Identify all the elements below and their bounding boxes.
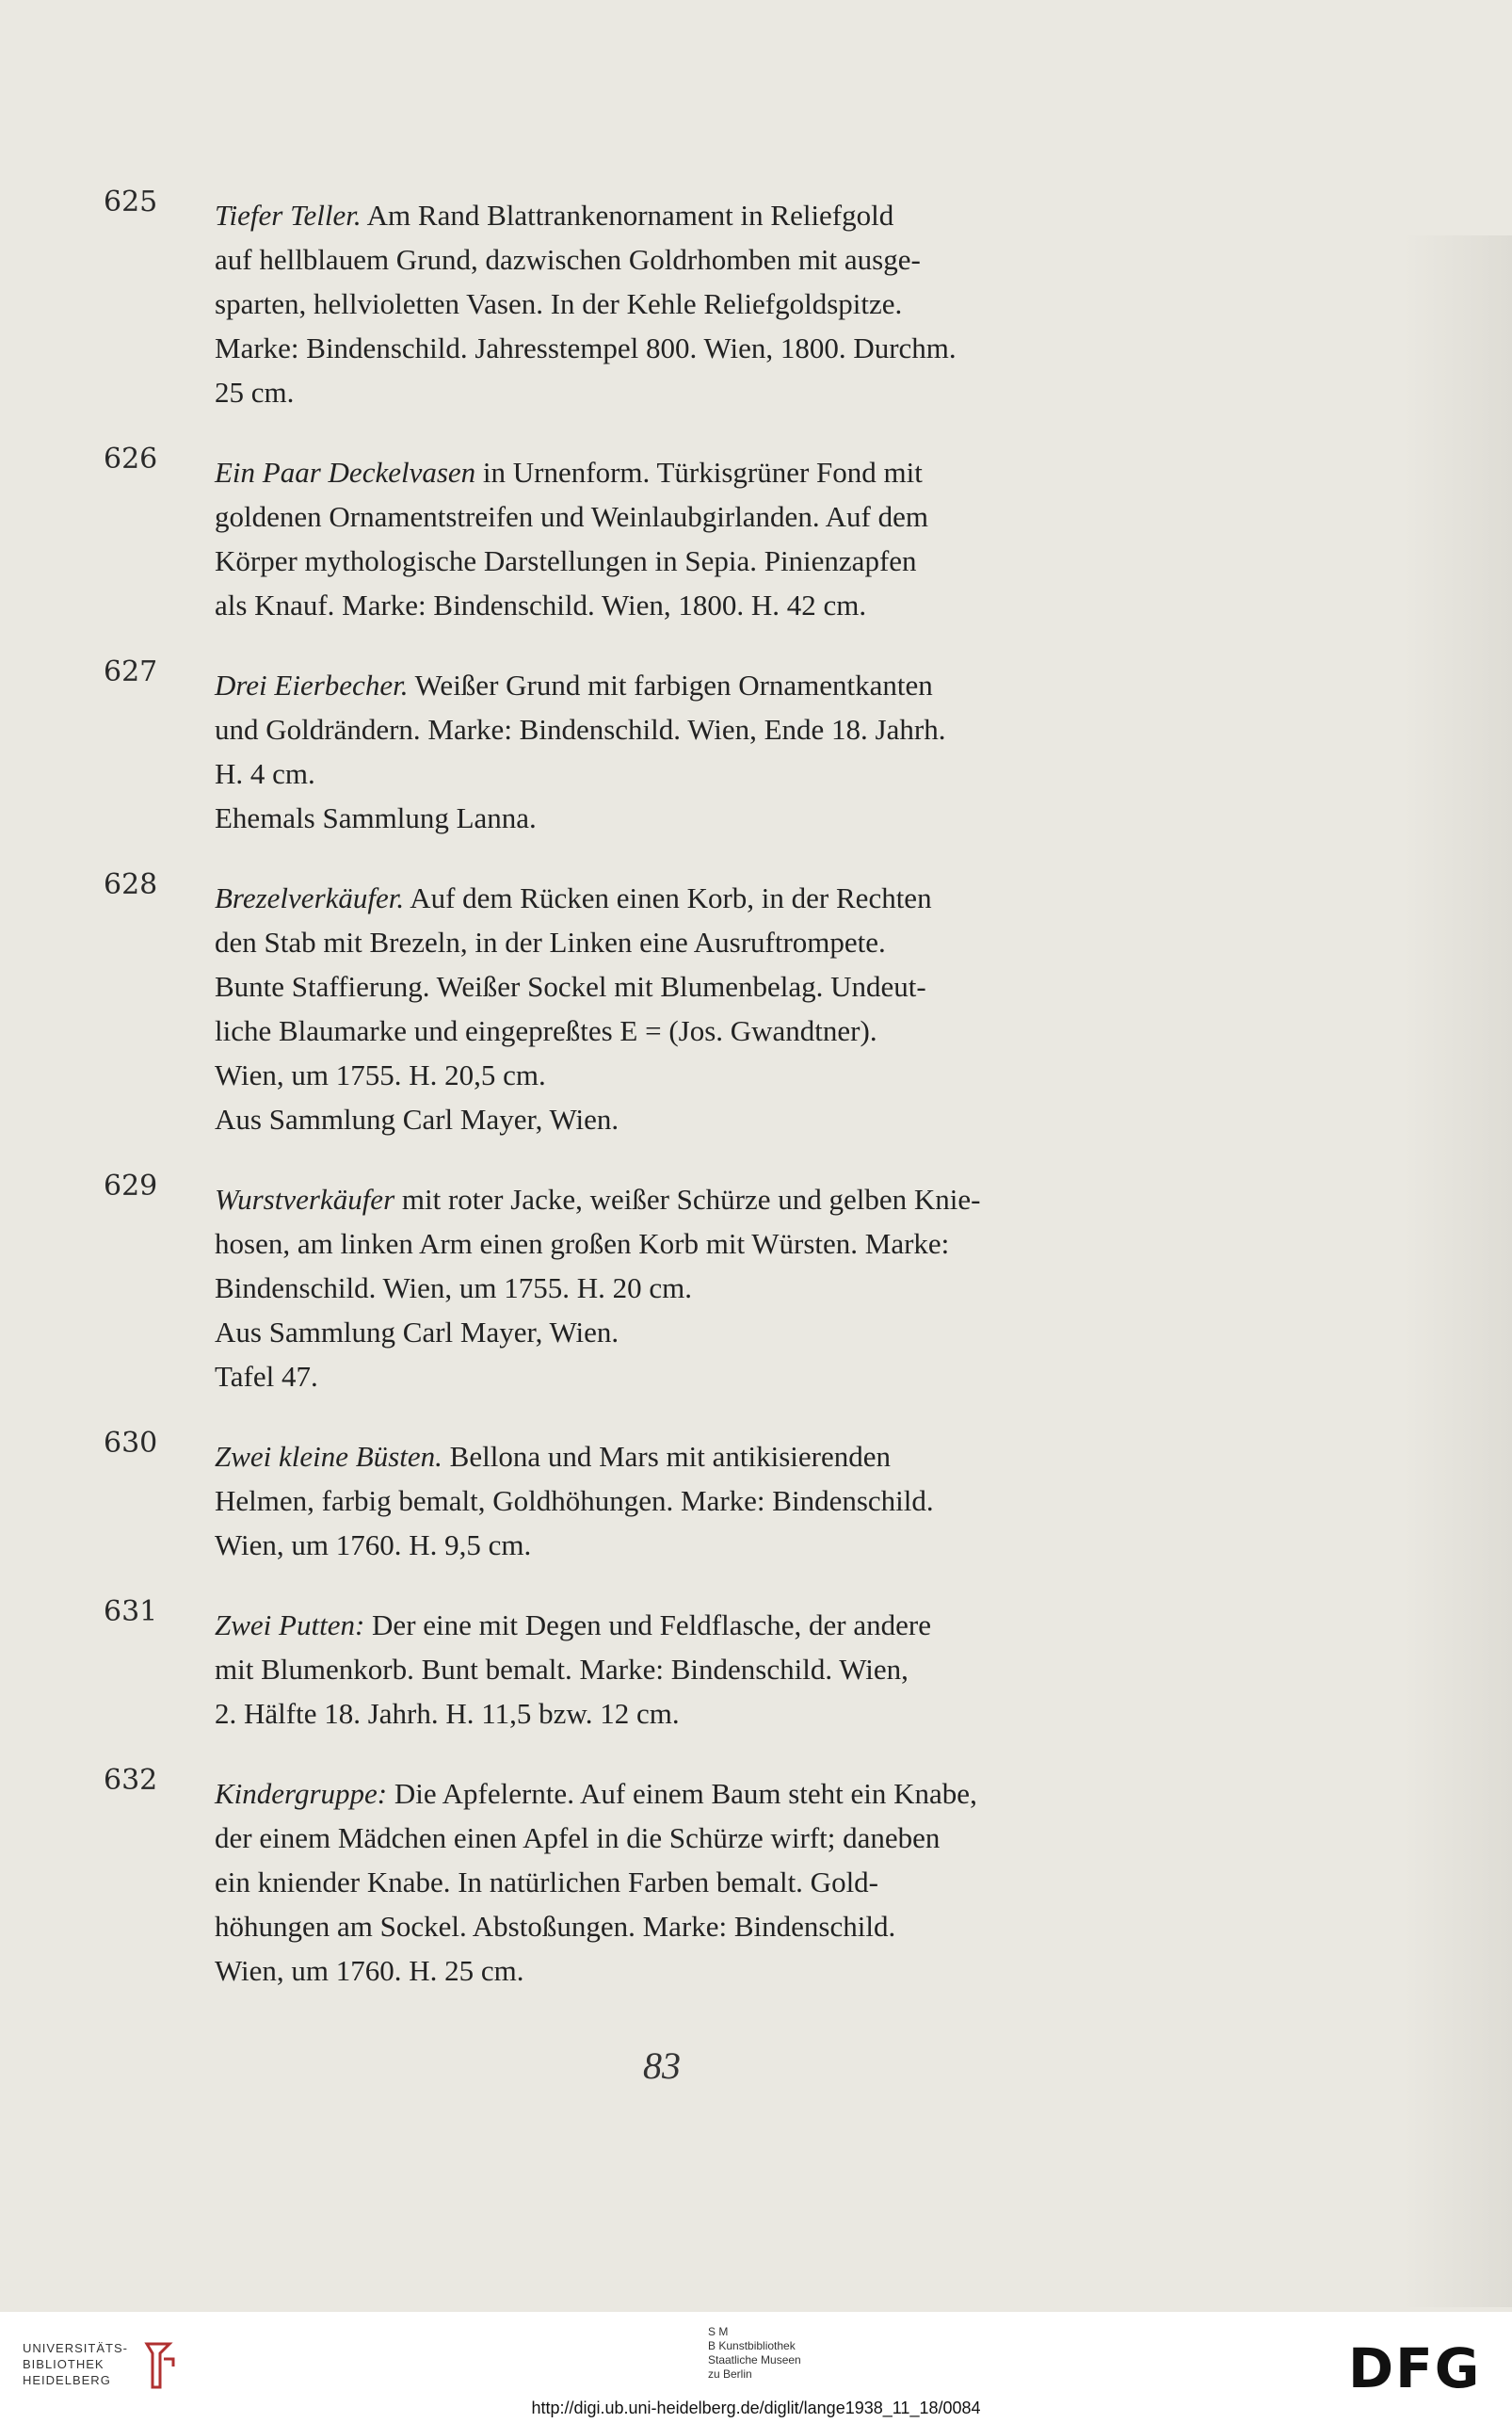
entry-text: Kindergruppe: Die Apfelernte. Auf einem Baum steht ein Knabe, der einem Mädchen einen Apfel in die Schürze wirft; daneben ein kniender Knabe. In natürlichen Farben bemalt. Gold- höhungen am Sockel. Abstoßungen. Marke: Bindenschild. Wien, um 1760. H. 25 cm.	[215, 1777, 977, 1987]
dfg-logo[interactable]: DFG	[1348, 2336, 1482, 2400]
entry-text: Zwei Putten: Der eine mit Degen und Feldflasche, der andere mit Blumenkorb. Bunt bemalt. Marke: Bindenschild. Wien, 2. Hälfte 18. Jahrh. H. 11,5 bzw. 12 cm.	[215, 1608, 931, 1730]
entry-title: Wurstverkäufer	[215, 1183, 395, 1216]
catalog-entry	[104, 1595, 1196, 1736]
catalog-entry	[104, 1764, 1196, 1993]
facing-page-bleed	[1403, 235, 1512, 2307]
entry-number: 632	[104, 1764, 158, 1797]
catalog-entry	[104, 186, 1196, 414]
page-number: 83	[643, 2044, 681, 2087]
entry-text: Brezelverkäufer. Auf dem Rücken einen Korb, in der Rechten den Stab mit Brezeln, in der Linken eine Ausruftrompete. Bunte Staffierung. Weißer Sockel mit Blumenbelag. Undeut- liche Blaumarke und eingepreßtes E = (Jos. Gwandtner). Wien, um 1755. H. 20,5 cm. Aus Sammlung Carl Mayer, Wien.	[215, 881, 932, 1136]
entry-text: Ein Paar Deckelvasen in Urnenform. Türkisgrüner Fond mit goldenen Ornamentstreifen und Weinlaubgirlanden. Auf dem Körper mythologische Darstellungen in Sepia. Pinienzapfen als Knauf. Marke: Bindenschild. Wien, 1800. H. 42 cm.	[215, 456, 928, 622]
entry-title: Brezelverkäufer.	[215, 881, 405, 914]
entry-number: 630	[104, 1427, 158, 1460]
library-emblem-icon	[139, 2340, 177, 2393]
entry-number: 627	[104, 655, 158, 688]
entry-title: Kindergruppe:	[215, 1777, 388, 1810]
entry-title: Ein Paar Deckelvasen	[215, 456, 476, 489]
entry-title: Zwei kleine Büsten.	[215, 1440, 442, 1473]
entry-text: Tiefer Teller. Am Rand Blattrankenornament in Reliefgold auf hellblauem Grund, dazwischen Goldrhomben mit ausge- sparten, hellvioletten Vasen. In der Kehle Reliefgoldspitze. Marke: Bindenschild. Jahresstempel 800. Wien, 1800. Durchm. 25 cm.	[215, 199, 957, 409]
entry-number: 629	[104, 1170, 158, 1203]
entry-number: 625	[104, 186, 158, 218]
entry-title: Zwei Putten:	[215, 1608, 365, 1641]
catalog-entry	[104, 868, 1196, 1141]
entry-title: Drei Eierbecher.	[215, 669, 409, 702]
source-url-link[interactable]: http://digi.ub.uni-heidelberg.de/diglit/lange1938_11_18/0084	[531, 2399, 981, 2417]
entry-text: Drei Eierbecher. Weißer Grund mit farbigen Ornamentkanten und Goldrändern. Marke: Bindenschild. Wien, Ende 18. Jahrh. H. 4 cm. Ehemals Sammlung Lanna.	[215, 669, 946, 834]
catalog-entry	[104, 1427, 1196, 1567]
catalog-entry	[104, 655, 1196, 840]
footer-bar	[0, 2312, 1512, 2423]
catalog-entry	[104, 443, 1196, 627]
entry-number: 628	[104, 868, 158, 901]
entry-title: Tiefer Teller.	[215, 199, 362, 232]
smb-kunstbibliothek-logo[interactable]: S M B Kunstbibliothek Staatliche Museen zu Berlin	[708, 2325, 801, 2381]
catalog-entry	[104, 1170, 1196, 1398]
entry-number: 631	[104, 1595, 158, 1628]
catalog-entries	[104, 186, 1196, 2028]
university-library-logo[interactable]: UNIVERSITÄTS- BIBLIOTHEK HEIDELBERG	[23, 2341, 128, 2387]
entry-text: Zwei kleine Büsten. Bellona und Mars mit antikisierenden Helmen, farbig bemalt, Goldhöhungen. Marke: Bindenschild. Wien, um 1760. H. 9,5 cm.	[215, 1440, 934, 1561]
entry-number: 626	[104, 443, 158, 476]
entry-text: Wurstverkäufer mit roter Jacke, weißer Schürze und gelben Knie- hosen, am linken Arm einen großen Korb mit Würsten. Marke: Bindenschild. Wien, um 1755. H. 20 cm. Aus Sammlung Carl Mayer, Wien. Tafel 47.	[215, 1183, 981, 1393]
